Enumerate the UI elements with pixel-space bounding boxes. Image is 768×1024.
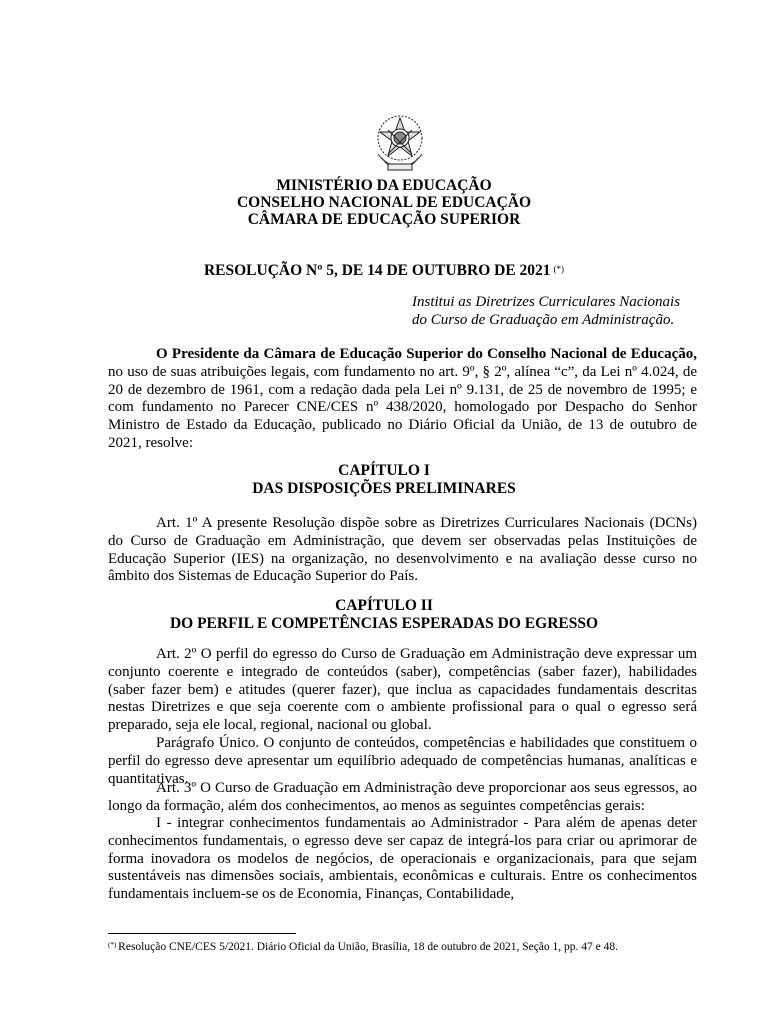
chapter-2-heading — [0, 597, 768, 633]
council-title: CONSELHO NACIONAL DE EDUCAÇÃO — [236, 194, 532, 211]
preamble-bold: O Presidente da Câmara de Educação Superior do Conselho Nacional de Educação, — [156, 346, 697, 362]
ministry-title: MINISTÉRIO DA EDUCAÇÃO — [276, 177, 492, 194]
footnote-mark: (*) — [108, 941, 117, 949]
ementa-line: Institui as Diretrizes Curriculares Nacionais — [412, 294, 681, 310]
ementa-line: do Curso de Graduação em Administração. — [412, 311, 675, 328]
article-3-item-1: I - integrar conhecimentos fundamentais ao Administrador - Para além de apenas deter conhecimentos fundamentais, o egresso deve ser capaz de integrá-los para criar ou aprimorar de forma inovadora os modelos de negócios, de operacionais e organizacionais, para que sejam sustentáveis nas dimensões sociais, ambientais, econômicas e culturais. Entre os conhecimentos fundamentais incluem-se os de Economia, Finanças, Contabilidade, — [108, 815, 697, 903]
chapter-number: CAPÍTULO I — [338, 462, 430, 479]
chapter-title: DAS DISPOSIÇÕES PRELIMINARES — [252, 480, 516, 497]
paragrafo-unico: Parágrafo Único. O conjunto de conteúdos, competências e habilidades que constituem o perfil do egresso deve apresentar um equilíbrio adequado de competências humanas, analíticas e quantitativas. — [108, 735, 697, 787]
brazil-coat-of-arms-icon — [368, 110, 432, 174]
ementa — [412, 294, 702, 329]
chapter-title: DO PERFIL E COMPETÊNCIAS ESPERADAS DO EGRESSO — [169, 615, 599, 632]
article-1: Art. 1º A presente Resolução dispõe sobre as Diretrizes Curriculares Nacionais (DCNs) do Curso de Graduação em Administração, que devem ser observadas pelas Instituições de Educação Superior (IES) na organização, no desenvolvimento e na avaliação desse curso no âmbito dos Sistemas de Educação Superior do País. — [108, 515, 697, 585]
chapter-number: CAPÍTULO II — [335, 597, 433, 614]
chamber-title: CÂMARA DE EDUCAÇÃO SUPERIOR — [247, 211, 521, 228]
footnote — [108, 940, 708, 954]
resolution-title-text: RESOLUÇÃO Nº 5, DE 14 DE OUTUBRO DE 2021 — [203, 262, 551, 279]
footnote-separator — [108, 933, 296, 934]
chapter-1-heading — [0, 462, 768, 498]
preamble-text: no uso de suas atribuições legais, com fundamento no art. 9º, § 2º, alínea “c”, da Lei nº 4.024, de 20 de dezembro de 1961, com a redação dada pela Lei nº 9.131, de 25 de novembro de 1995; e com fundamento no Parecer CNE/CES nº 438/2020, homologado por Despacho do Senhor Ministro de Estado da Educação, publicado no Diário Oficial da União, de 13 de outubro de 2021, resolve: — [108, 363, 697, 451]
institution-header — [0, 177, 768, 228]
resolution-title — [0, 262, 768, 280]
article-2: Art. 2º O perfil do egresso do Curso de Graduação em Administração deve expressar um conjunto coerente e integrado de conteúdos (saber), competências (saber fazer), habilidades (saber fazer bem) e atitudes (querer fazer), que inclua as capacidades fundamentais descritas nestas Diretrizes e que seja coerente com o ambiente profissional para o qual o egresso será preparado, seja ele local, regional, nacional ou global. — [108, 646, 697, 734]
footnote-reference: (*) — [553, 264, 565, 274]
footnote-text: Resolução CNE/CES 5/2021. Diário Oficial da União, Brasília, 18 de outubro de 2021, Seção 1, pp. 47 e 48. — [118, 941, 619, 953]
article-3: Art. 3º O Curso de Graduação em Administração deve proporcionar aos seus egressos, ao longo da formação, além dos conhecimentos, ao menos as seguintes competências gerais: — [108, 780, 697, 814]
preamble-paragraph — [108, 346, 697, 453]
